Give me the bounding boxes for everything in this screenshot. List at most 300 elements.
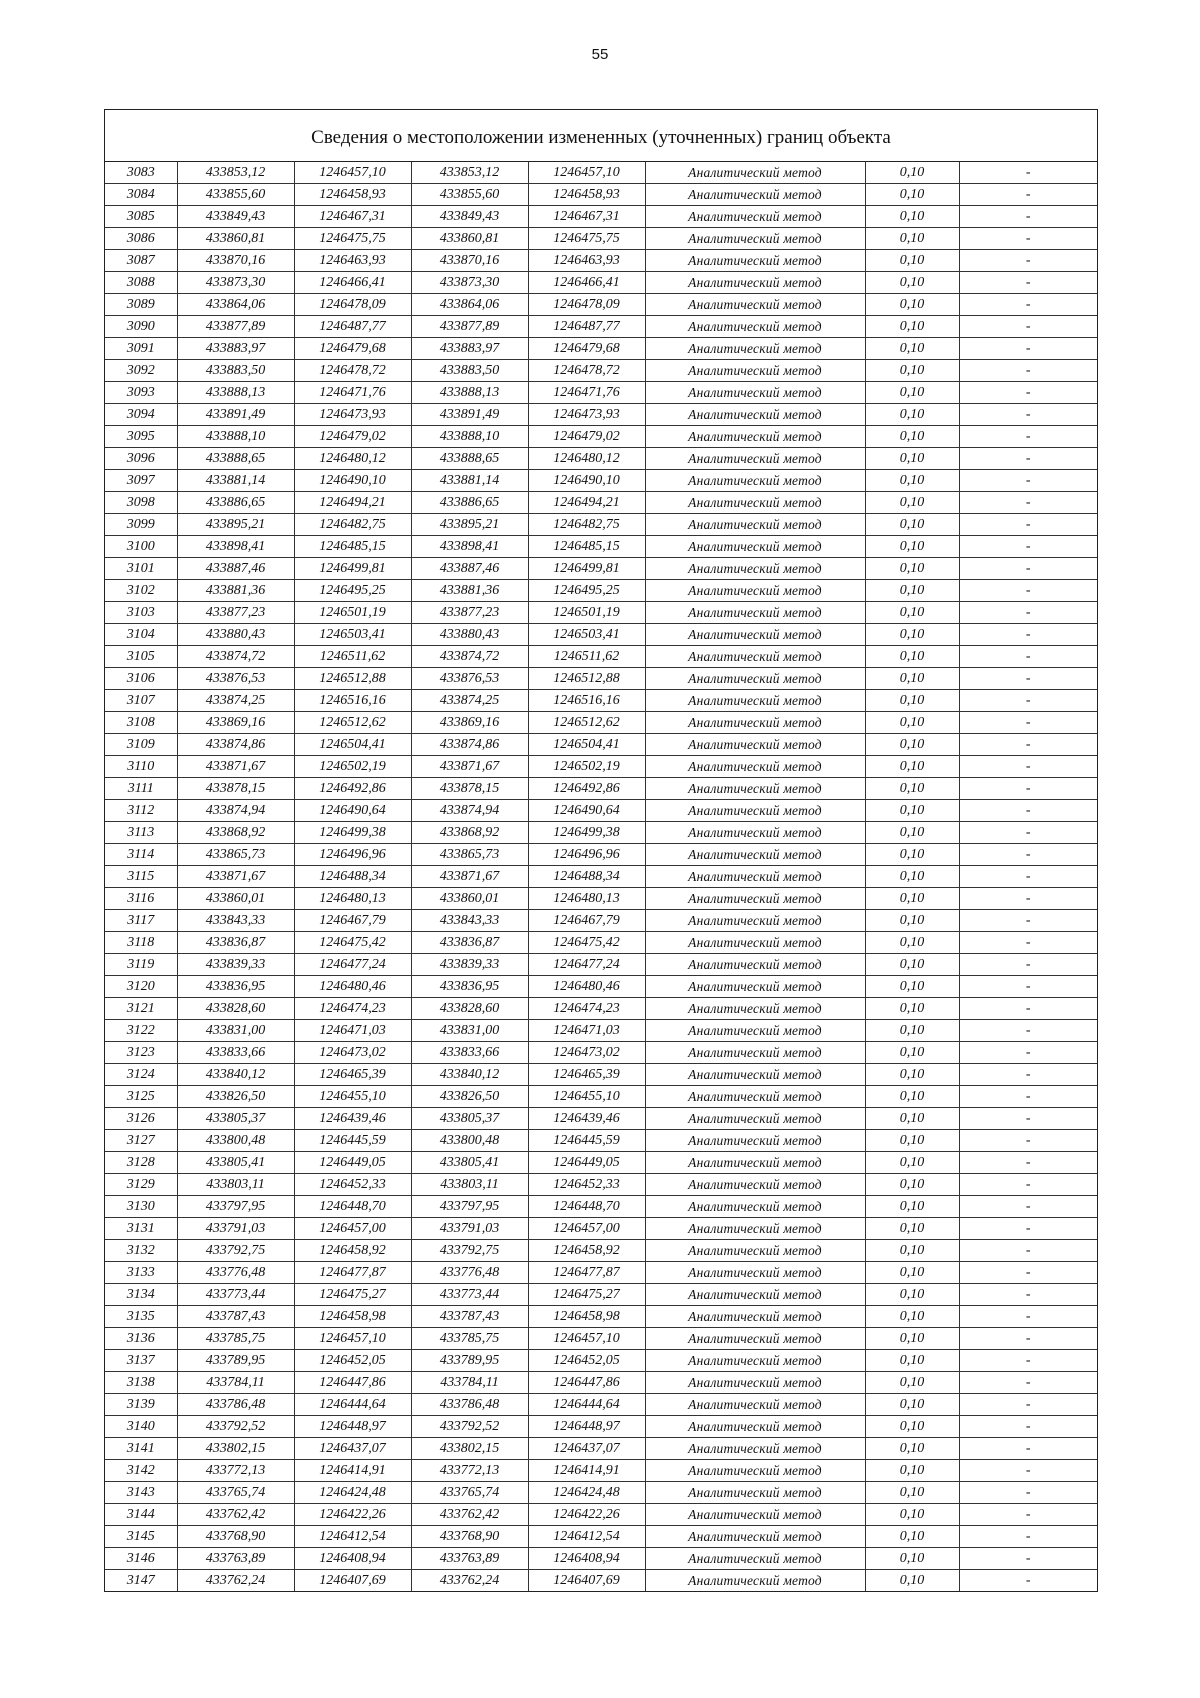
- y-new-cell: 1246408,94: [528, 1548, 645, 1570]
- x-new-cell: 433836,87: [411, 932, 528, 954]
- table-row: [105, 514, 1097, 536]
- method-cell: Аналитический метод: [645, 1328, 865, 1350]
- y-new-cell: 1246490,10: [528, 470, 645, 492]
- y-new-cell: 1246407,69: [528, 1570, 645, 1592]
- note-cell: -: [959, 866, 1097, 888]
- table-body: [105, 162, 1097, 1591]
- y-new-cell: 1246495,25: [528, 580, 645, 602]
- x-existing-cell: 433898,41: [177, 536, 294, 558]
- table-row: [105, 162, 1097, 184]
- point-number-cell: 3107: [105, 690, 177, 712]
- y-existing-cell: 1246445,59: [294, 1130, 411, 1152]
- x-new-cell: 433828,60: [411, 998, 528, 1020]
- method-cell: Аналитический метод: [645, 294, 865, 316]
- x-new-cell: 433840,12: [411, 1064, 528, 1086]
- note-cell: -: [959, 932, 1097, 954]
- note-cell: -: [959, 800, 1097, 822]
- note-cell: -: [959, 756, 1097, 778]
- point-number-cell: 3106: [105, 668, 177, 690]
- x-existing-cell: 433888,65: [177, 448, 294, 470]
- point-number-cell: 3100: [105, 536, 177, 558]
- note-cell: -: [959, 1548, 1097, 1570]
- note-cell: -: [959, 624, 1097, 646]
- y-existing-cell: 1246475,27: [294, 1284, 411, 1306]
- precision-cell: 0,10: [865, 316, 959, 338]
- method-cell: Аналитический метод: [645, 1240, 865, 1262]
- x-new-cell: 433833,66: [411, 1042, 528, 1064]
- precision-cell: 0,10: [865, 1526, 959, 1548]
- y-existing-cell: 1246485,15: [294, 536, 411, 558]
- y-new-cell: 1246452,33: [528, 1174, 645, 1196]
- y-existing-cell: 1246448,70: [294, 1196, 411, 1218]
- y-existing-cell: 1246457,00: [294, 1218, 411, 1240]
- x-existing-cell: 433883,50: [177, 360, 294, 382]
- precision-cell: 0,10: [865, 250, 959, 272]
- method-cell: Аналитический метод: [645, 1218, 865, 1240]
- method-cell: Аналитический метод: [645, 756, 865, 778]
- y-existing-cell: 1246437,07: [294, 1438, 411, 1460]
- table-row: [105, 1482, 1097, 1504]
- y-new-cell: 1246494,21: [528, 492, 645, 514]
- x-existing-cell: 433888,13: [177, 382, 294, 404]
- y-new-cell: 1246503,41: [528, 624, 645, 646]
- table-row: [105, 690, 1097, 712]
- x-existing-cell: 433768,90: [177, 1526, 294, 1548]
- point-number-cell: 3125: [105, 1086, 177, 1108]
- y-new-cell: 1246496,96: [528, 844, 645, 866]
- method-cell: Аналитический метод: [645, 360, 865, 382]
- point-number-cell: 3137: [105, 1350, 177, 1372]
- y-new-cell: 1246447,86: [528, 1372, 645, 1394]
- method-cell: Аналитический метод: [645, 1350, 865, 1372]
- y-existing-cell: 1246439,46: [294, 1108, 411, 1130]
- y-new-cell: 1246458,98: [528, 1306, 645, 1328]
- point-number-cell: 3123: [105, 1042, 177, 1064]
- table-row: [105, 1108, 1097, 1130]
- precision-cell: 0,10: [865, 294, 959, 316]
- table-row: [105, 1526, 1097, 1548]
- table-row: [105, 360, 1097, 382]
- note-cell: -: [959, 1504, 1097, 1526]
- point-number-cell: 3113: [105, 822, 177, 844]
- note-cell: -: [959, 734, 1097, 756]
- method-cell: Аналитический метод: [645, 822, 865, 844]
- note-cell: -: [959, 184, 1097, 206]
- table-row: [105, 1240, 1097, 1262]
- x-existing-cell: 433880,43: [177, 624, 294, 646]
- method-cell: Аналитический метод: [645, 404, 865, 426]
- x-existing-cell: 433871,67: [177, 866, 294, 888]
- y-new-cell: 1246477,87: [528, 1262, 645, 1284]
- point-number-cell: 3120: [105, 976, 177, 998]
- x-new-cell: 433874,94: [411, 800, 528, 822]
- point-number-cell: 3085: [105, 206, 177, 228]
- y-new-cell: 1246467,79: [528, 910, 645, 932]
- y-existing-cell: 1246458,93: [294, 184, 411, 206]
- table-row: [105, 932, 1097, 954]
- point-number-cell: 3087: [105, 250, 177, 272]
- x-existing-cell: 433860,81: [177, 228, 294, 250]
- y-new-cell: 1246471,76: [528, 382, 645, 404]
- x-existing-cell: 433765,74: [177, 1482, 294, 1504]
- x-new-cell: 433869,16: [411, 712, 528, 734]
- precision-cell: 0,10: [865, 1108, 959, 1130]
- precision-cell: 0,10: [865, 1218, 959, 1240]
- point-number-cell: 3093: [105, 382, 177, 404]
- x-existing-cell: 433789,95: [177, 1350, 294, 1372]
- note-cell: -: [959, 580, 1097, 602]
- x-existing-cell: 433891,49: [177, 404, 294, 426]
- x-existing-cell: 433840,12: [177, 1064, 294, 1086]
- point-number-cell: 3115: [105, 866, 177, 888]
- y-existing-cell: 1246492,86: [294, 778, 411, 800]
- point-number-cell: 3112: [105, 800, 177, 822]
- y-new-cell: 1246488,34: [528, 866, 645, 888]
- x-new-cell: 433876,53: [411, 668, 528, 690]
- x-new-cell: 433888,10: [411, 426, 528, 448]
- point-number-cell: 3109: [105, 734, 177, 756]
- precision-cell: 0,10: [865, 888, 959, 910]
- precision-cell: 0,10: [865, 712, 959, 734]
- y-new-cell: 1246477,24: [528, 954, 645, 976]
- table-row: [105, 580, 1097, 602]
- precision-cell: 0,10: [865, 1394, 959, 1416]
- page-number: 55: [591, 46, 609, 63]
- method-cell: Аналитический метод: [645, 1064, 865, 1086]
- note-cell: -: [959, 976, 1097, 998]
- precision-cell: 0,10: [865, 1504, 959, 1526]
- x-existing-cell: 433800,48: [177, 1130, 294, 1152]
- note-cell: -: [959, 404, 1097, 426]
- x-existing-cell: 433831,00: [177, 1020, 294, 1042]
- x-existing-cell: 433784,11: [177, 1372, 294, 1394]
- table-row: [105, 1328, 1097, 1350]
- method-cell: Аналитический метод: [645, 1042, 865, 1064]
- note-cell: -: [959, 1174, 1097, 1196]
- x-existing-cell: 433877,23: [177, 602, 294, 624]
- x-existing-cell: 433864,06: [177, 294, 294, 316]
- table-row: [105, 822, 1097, 844]
- point-number-cell: 3143: [105, 1482, 177, 1504]
- point-number-cell: 3132: [105, 1240, 177, 1262]
- method-cell: Аналитический метод: [645, 382, 865, 404]
- point-number-cell: 3134: [105, 1284, 177, 1306]
- point-number-cell: 3126: [105, 1108, 177, 1130]
- table-row: [105, 1284, 1097, 1306]
- note-cell: -: [959, 1108, 1097, 1130]
- precision-cell: 0,10: [865, 932, 959, 954]
- y-existing-cell: 1246502,19: [294, 756, 411, 778]
- x-new-cell: 433826,50: [411, 1086, 528, 1108]
- y-new-cell: 1246499,81: [528, 558, 645, 580]
- precision-cell: 0,10: [865, 954, 959, 976]
- table-row: [105, 294, 1097, 316]
- table-row: [105, 1174, 1097, 1196]
- point-number-cell: 3096: [105, 448, 177, 470]
- point-number-cell: 3116: [105, 888, 177, 910]
- x-existing-cell: 433874,94: [177, 800, 294, 822]
- y-existing-cell: 1246487,77: [294, 316, 411, 338]
- note-cell: -: [959, 162, 1097, 184]
- table-row: [105, 558, 1097, 580]
- y-new-cell: 1246482,75: [528, 514, 645, 536]
- point-number-cell: 3141: [105, 1438, 177, 1460]
- y-new-cell: 1246471,03: [528, 1020, 645, 1042]
- method-cell: Аналитический метод: [645, 558, 865, 580]
- y-new-cell: 1246502,19: [528, 756, 645, 778]
- x-new-cell: 433789,95: [411, 1350, 528, 1372]
- x-new-cell: 433898,41: [411, 536, 528, 558]
- y-existing-cell: 1246488,34: [294, 866, 411, 888]
- precision-cell: 0,10: [865, 844, 959, 866]
- method-cell: Аналитический метод: [645, 712, 865, 734]
- y-new-cell: 1246473,02: [528, 1042, 645, 1064]
- note-cell: -: [959, 492, 1097, 514]
- precision-cell: 0,10: [865, 756, 959, 778]
- note-cell: -: [959, 1526, 1097, 1548]
- x-existing-cell: 433802,15: [177, 1438, 294, 1460]
- method-cell: Аналитический метод: [645, 250, 865, 272]
- note-cell: -: [959, 272, 1097, 294]
- precision-cell: 0,10: [865, 1570, 959, 1592]
- x-existing-cell: 433776,48: [177, 1262, 294, 1284]
- table-row: [105, 1262, 1097, 1284]
- precision-cell: 0,10: [865, 1262, 959, 1284]
- y-existing-cell: 1246499,81: [294, 558, 411, 580]
- table-row: [105, 888, 1097, 910]
- method-cell: Аналитический метод: [645, 624, 865, 646]
- table-row: [105, 1020, 1097, 1042]
- note-cell: -: [959, 294, 1097, 316]
- x-existing-cell: 433895,21: [177, 514, 294, 536]
- x-existing-cell: 433871,67: [177, 756, 294, 778]
- y-existing-cell: 1246465,39: [294, 1064, 411, 1086]
- table-title: Сведения о местоположении измененных (уточненных) границ объекта: [105, 110, 1097, 162]
- precision-cell: 0,10: [865, 558, 959, 580]
- point-number-cell: 3090: [105, 316, 177, 338]
- x-new-cell: 433855,60: [411, 184, 528, 206]
- point-number-cell: 3089: [105, 294, 177, 316]
- point-number-cell: 3142: [105, 1460, 177, 1482]
- precision-cell: 0,10: [865, 690, 959, 712]
- y-new-cell: 1246463,93: [528, 250, 645, 272]
- point-number-cell: 3124: [105, 1064, 177, 1086]
- point-number-cell: 3097: [105, 470, 177, 492]
- x-existing-cell: 433773,44: [177, 1284, 294, 1306]
- table-row: [105, 206, 1097, 228]
- note-cell: -: [959, 448, 1097, 470]
- note-cell: -: [959, 1218, 1097, 1240]
- method-cell: Аналитический метод: [645, 1372, 865, 1394]
- x-existing-cell: 433785,75: [177, 1328, 294, 1350]
- y-new-cell: 1246449,05: [528, 1152, 645, 1174]
- precision-cell: 0,10: [865, 162, 959, 184]
- x-new-cell: 433792,75: [411, 1240, 528, 1262]
- x-new-cell: 433871,67: [411, 866, 528, 888]
- note-cell: -: [959, 536, 1097, 558]
- method-cell: Аналитический метод: [645, 426, 865, 448]
- method-cell: Аналитический метод: [645, 1438, 865, 1460]
- table-row: [105, 866, 1097, 888]
- precision-cell: 0,10: [865, 184, 959, 206]
- table-row: [105, 602, 1097, 624]
- y-new-cell: 1246479,02: [528, 426, 645, 448]
- y-new-cell: 1246437,07: [528, 1438, 645, 1460]
- y-existing-cell: 1246480,46: [294, 976, 411, 998]
- x-existing-cell: 433791,03: [177, 1218, 294, 1240]
- x-new-cell: 433762,42: [411, 1504, 528, 1526]
- method-cell: Аналитический метод: [645, 734, 865, 756]
- y-new-cell: 1246412,54: [528, 1526, 645, 1548]
- table-row: [105, 624, 1097, 646]
- table-row: [105, 184, 1097, 206]
- note-cell: -: [959, 250, 1097, 272]
- x-new-cell: 433881,14: [411, 470, 528, 492]
- x-new-cell: 433762,24: [411, 1570, 528, 1592]
- y-existing-cell: 1246424,48: [294, 1482, 411, 1504]
- table-row: [105, 1152, 1097, 1174]
- precision-cell: 0,10: [865, 602, 959, 624]
- y-new-cell: 1246414,91: [528, 1460, 645, 1482]
- x-existing-cell: 433860,01: [177, 888, 294, 910]
- x-existing-cell: 433877,89: [177, 316, 294, 338]
- precision-cell: 0,10: [865, 910, 959, 932]
- table-row: [105, 1394, 1097, 1416]
- note-cell: -: [959, 998, 1097, 1020]
- y-new-cell: 1246424,48: [528, 1482, 645, 1504]
- point-number-cell: 3095: [105, 426, 177, 448]
- x-existing-cell: 433805,37: [177, 1108, 294, 1130]
- table-row: [105, 1196, 1097, 1218]
- method-cell: Аналитический метод: [645, 690, 865, 712]
- x-existing-cell: 433883,97: [177, 338, 294, 360]
- point-number-cell: 3098: [105, 492, 177, 514]
- y-existing-cell: 1246516,16: [294, 690, 411, 712]
- point-number-cell: 3086: [105, 228, 177, 250]
- y-new-cell: 1246422,26: [528, 1504, 645, 1526]
- y-existing-cell: 1246475,42: [294, 932, 411, 954]
- note-cell: -: [959, 1482, 1097, 1504]
- point-number-cell: 3145: [105, 1526, 177, 1548]
- x-existing-cell: 433772,13: [177, 1460, 294, 1482]
- note-cell: -: [959, 668, 1097, 690]
- x-new-cell: 433849,43: [411, 206, 528, 228]
- method-cell: Аналитический метод: [645, 778, 865, 800]
- x-new-cell: 433871,67: [411, 756, 528, 778]
- x-new-cell: 433888,13: [411, 382, 528, 404]
- y-new-cell: 1246487,77: [528, 316, 645, 338]
- y-existing-cell: 1246504,41: [294, 734, 411, 756]
- y-new-cell: 1246504,41: [528, 734, 645, 756]
- x-new-cell: 433803,11: [411, 1174, 528, 1196]
- x-new-cell: 433791,03: [411, 1218, 528, 1240]
- y-new-cell: 1246475,75: [528, 228, 645, 250]
- precision-cell: 0,10: [865, 1130, 959, 1152]
- x-new-cell: 433877,89: [411, 316, 528, 338]
- y-existing-cell: 1246467,79: [294, 910, 411, 932]
- x-new-cell: 433772,13: [411, 1460, 528, 1482]
- note-cell: -: [959, 514, 1097, 536]
- y-new-cell: 1246499,38: [528, 822, 645, 844]
- y-new-cell: 1246455,10: [528, 1086, 645, 1108]
- table-row: [105, 228, 1097, 250]
- y-new-cell: 1246458,92: [528, 1240, 645, 1262]
- x-new-cell: 433763,89: [411, 1548, 528, 1570]
- note-cell: -: [959, 426, 1097, 448]
- y-existing-cell: 1246511,62: [294, 646, 411, 668]
- precision-cell: 0,10: [865, 536, 959, 558]
- x-existing-cell: 433865,73: [177, 844, 294, 866]
- precision-cell: 0,10: [865, 514, 959, 536]
- x-new-cell: 433878,15: [411, 778, 528, 800]
- table-row: [105, 1504, 1097, 1526]
- note-cell: -: [959, 712, 1097, 734]
- table-row: [105, 756, 1097, 778]
- precision-cell: 0,10: [865, 1086, 959, 1108]
- y-new-cell: 1246448,97: [528, 1416, 645, 1438]
- note-cell: -: [959, 470, 1097, 492]
- point-number-cell: 3094: [105, 404, 177, 426]
- table-row: [105, 668, 1097, 690]
- table-row: [105, 250, 1097, 272]
- point-number-cell: 3118: [105, 932, 177, 954]
- method-cell: Аналитический метод: [645, 1460, 865, 1482]
- x-new-cell: 433870,16: [411, 250, 528, 272]
- x-new-cell: 433881,36: [411, 580, 528, 602]
- note-cell: -: [959, 316, 1097, 338]
- table-row: [105, 910, 1097, 932]
- point-number-cell: 3146: [105, 1548, 177, 1570]
- note-cell: -: [959, 1372, 1097, 1394]
- x-new-cell: 433887,46: [411, 558, 528, 580]
- x-new-cell: 433873,30: [411, 272, 528, 294]
- x-new-cell: 433864,06: [411, 294, 528, 316]
- y-new-cell: 1246452,05: [528, 1350, 645, 1372]
- x-new-cell: 433831,00: [411, 1020, 528, 1042]
- precision-cell: 0,10: [865, 1042, 959, 1064]
- method-cell: Аналитический метод: [645, 1394, 865, 1416]
- point-number-cell: 3114: [105, 844, 177, 866]
- table-row: [105, 338, 1097, 360]
- y-existing-cell: 1246414,91: [294, 1460, 411, 1482]
- x-new-cell: 433883,50: [411, 360, 528, 382]
- method-cell: Аналитический метод: [645, 184, 865, 206]
- x-existing-cell: 433826,50: [177, 1086, 294, 1108]
- y-new-cell: 1246512,88: [528, 668, 645, 690]
- point-number-cell: 3103: [105, 602, 177, 624]
- precision-cell: 0,10: [865, 800, 959, 822]
- note-cell: -: [1025, 1573, 1031, 1588]
- x-new-cell: 433792,52: [411, 1416, 528, 1438]
- y-existing-cell: 1246494,21: [294, 492, 411, 514]
- x-existing-cell: 433843,33: [177, 910, 294, 932]
- y-existing-cell: 1246422,26: [294, 1504, 411, 1526]
- precision-cell: 0,10: [865, 382, 959, 404]
- precision-cell: 0,10: [865, 1240, 959, 1262]
- y-existing-cell: 1246466,41: [294, 272, 411, 294]
- table-row: [105, 1350, 1097, 1372]
- point-number-cell: 3088: [105, 272, 177, 294]
- y-existing-cell: 1246448,97: [294, 1416, 411, 1438]
- precision-cell: 0,10: [865, 1482, 959, 1504]
- x-new-cell: 433786,48: [411, 1394, 528, 1416]
- method-cell: Аналитический метод: [645, 316, 865, 338]
- point-number-cell: 3102: [105, 580, 177, 602]
- note-cell: -: [959, 1284, 1097, 1306]
- precision-cell: 0,10: [865, 470, 959, 492]
- boundary-table: [104, 109, 1098, 1592]
- y-new-cell: 1246490,64: [528, 800, 645, 822]
